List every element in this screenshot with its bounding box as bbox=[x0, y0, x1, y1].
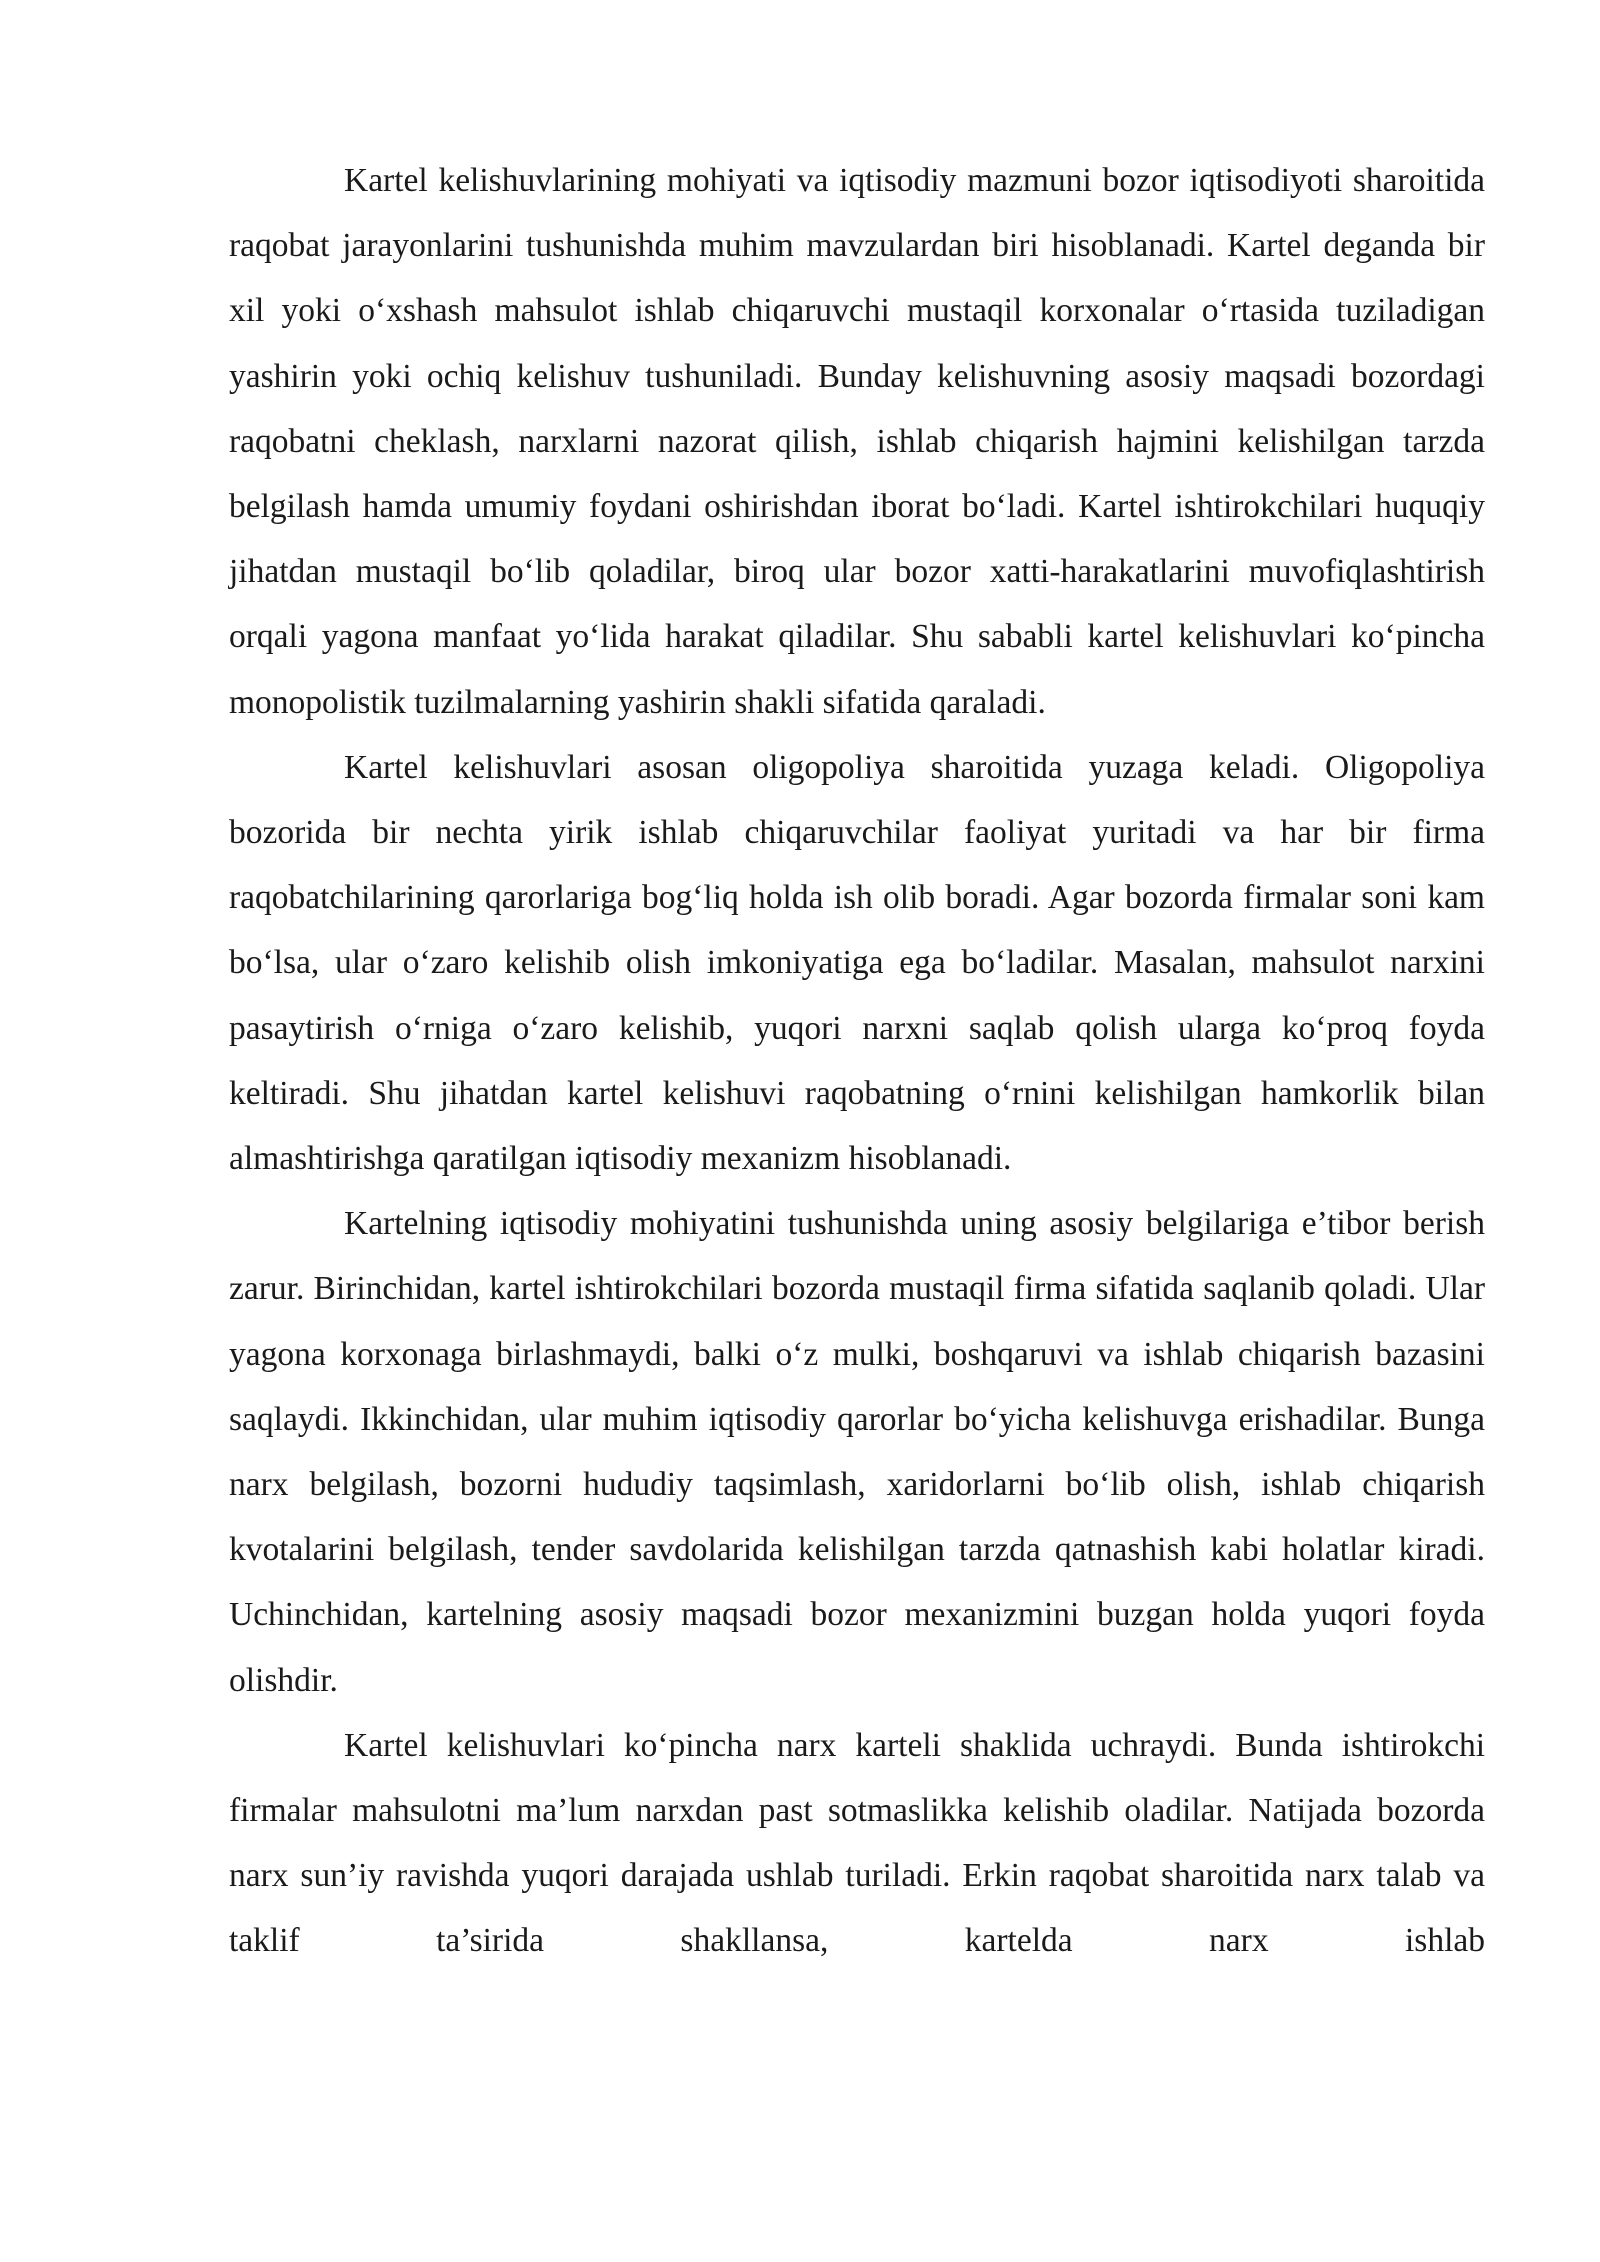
paragraph-1: Kartel kelishuvlarining mohiyati va iqtisodiy mazmuni bozor iqtisodiyoti sharoitida raqobat jarayonlarini tushunishda muhim mavzulardan biri hisoblanadi. Kartel deganda bir xil yoki o‘xshash mahsulot ishlab chiqaruvchi mustaqil korxonalar o‘rtasida tuziladigan yashirin yoki ochiq kelishuv tushuniladi. Bunday kelishuvning asosiy maqsadi bozordagi raqobatni cheklash, narxlarni nazorat qilish, ishlab chiqarish hajmini kelishilgan tarzda belgilash hamda umumiy foydani oshirishdan iborat bo‘ladi. Kartel ishtirokchilari huquqiy jihatdan mustaqil bo‘lib qoladilar, biroq ular bozor xatti-harakatlarini muvofiqlashtirish orqali yagona manfaat yo‘lida harakat qiladilar. Shu sababli kartel kelishuvlari ko‘pincha monopolistik tuzilmalarning yashirin shakli sifatida qaraladi. bbox=[229, 162, 1485, 721]
paragraph-3: Kartelning iqtisodiy mohiyatini tushunishda uning asosiy belgilariga e’tibor berish zarur. Birinchidan, kartel ishtirokchilari bozorda mustaqil firma sifatida saqlanib qoladi. Ular yagona korxonaga birlashmaydi, balki o‘z mulki, boshqaruvi va ishlab chiqarish bazasini saqlaydi. Ikkinchidan, ular muhim iqtisodiy qarorlar bo‘yicha kelishuvga erishadilar. Bunga narx belgilash, bozorni hududiy taqsimlash, xaridorlarni bo‘lib olish, ishlab chiqarish kvotalarini belgilash, tender savdolarida kelishilgan tarzda qatnashish kabi holatlar kiradi. Uchinchidan, kartelning asosiy maqsadi bozor mexanizmini buzgan holda yuqori foyda olishdir. bbox=[229, 1205, 1485, 1699]
paragraph-4: Kartel kelishuvlari ko‘pincha narx karteli shaklida uchraydi. Bunda ishtirokchi firmalar mahsulotni ma’lum narxdan past sotmaslikka kelishib oladilar. Natijada bozorda narx sun’iy ravishda yuqori darajada ushlab turiladi. Erkin raqobat sharoitida narx talab va taklif ta’sirida shakllansa, kartelda narx ishlab bbox=[229, 1726, 1485, 1960]
document-body bbox=[229, 148, 1485, 1974]
paragraph-2: Kartel kelishuvlari asosan oligopoliya sharoitida yuzaga keladi. Oligopoliya bozorida bir nechta yirik ishlab chiqaruvchilar faoliyat yuritadi va har bir firma raqobatchilarining qarorlariga bog‘liq holda ish olib boradi. Agar bozorda firmalar soni kam bo‘lsa, ular o‘zaro kelishib olish imkoniyatiga ega bo‘ladilar. Masalan, mahsulot narxini pasaytirish o‘rniga o‘zaro kelishib, yuqori narxni saqlab qolish ularga ko‘proq foyda keltiradi. Shu jihatdan kartel kelishuvi raqobatning o‘rnini kelishilgan hamkorlik bilan almashtirishga qaratilgan iqtisodiy mexanizm hisoblanadi. bbox=[229, 748, 1485, 1178]
